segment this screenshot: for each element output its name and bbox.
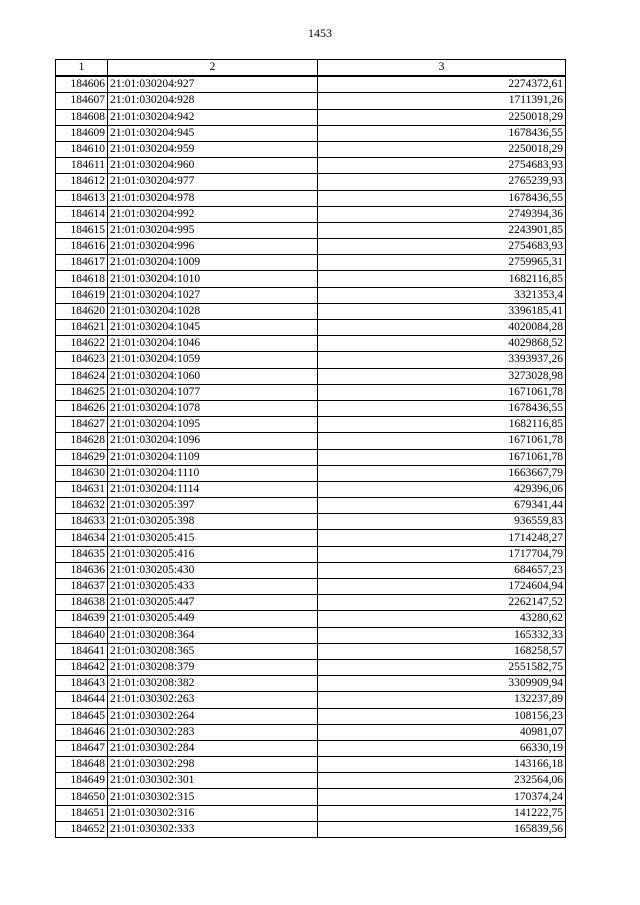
column-header-3: 3: [318, 60, 566, 77]
table-row: [56, 239, 566, 255]
value-cell: 1682116,85: [318, 417, 566, 433]
value-cell: 143166,18: [318, 757, 566, 773]
table-row: [56, 174, 566, 190]
cadastral-number-cell: 21:01:030204:1027: [108, 287, 318, 303]
row-number-cell: 184634: [56, 530, 108, 546]
cadastral-number-cell: 21:01:030302:284: [108, 740, 318, 756]
value-cell: 232564,06: [318, 773, 566, 789]
table-row: [56, 320, 566, 336]
table-row: [56, 449, 566, 465]
cadastral-number-cell: 21:01:030204:995: [108, 222, 318, 238]
table-row: [56, 271, 566, 287]
value-cell: 1678436,55: [318, 125, 566, 141]
row-number-cell: 184645: [56, 708, 108, 724]
cadastral-number-cell: 21:01:030204:1059: [108, 352, 318, 368]
table-row: [56, 757, 566, 773]
row-number-cell: 184619: [56, 287, 108, 303]
table-row: [56, 514, 566, 530]
cadastral-number-cell: 21:01:030302:264: [108, 708, 318, 724]
value-cell: 1714248,27: [318, 530, 566, 546]
table-row: [56, 76, 566, 93]
row-number-cell: 184633: [56, 514, 108, 530]
row-number-cell: 184641: [56, 643, 108, 659]
value-cell: 2754683,93: [318, 158, 566, 174]
cadastral-number-cell: 21:01:030205:447: [108, 595, 318, 611]
cadastral-number-cell: 21:01:030204:945: [108, 125, 318, 141]
row-number-cell: 184643: [56, 676, 108, 692]
cadastral-number-cell: 21:01:030302:263: [108, 692, 318, 708]
value-cell: 3309909,94: [318, 676, 566, 692]
cadastral-number-cell: 21:01:030302:316: [108, 805, 318, 821]
row-number-cell: 184608: [56, 109, 108, 125]
value-cell: 2754683,93: [318, 239, 566, 255]
row-number-cell: 184607: [56, 93, 108, 109]
table-row: [56, 821, 566, 837]
value-cell: 1671061,78: [318, 433, 566, 449]
row-number-cell: 184639: [56, 611, 108, 627]
cadastral-number-cell: 21:01:030204:1078: [108, 400, 318, 416]
table-row: [56, 708, 566, 724]
table-row: [56, 158, 566, 174]
cadastral-number-cell: 21:01:030205:397: [108, 498, 318, 514]
cadastral-number-cell: 21:01:030205:398: [108, 514, 318, 530]
table-row: [56, 530, 566, 546]
row-number-cell: 184636: [56, 562, 108, 578]
value-cell: 1671061,78: [318, 384, 566, 400]
row-number-cell: 184622: [56, 336, 108, 352]
cadastral-number-cell: 21:01:030204:1009: [108, 255, 318, 271]
table-row: [56, 562, 566, 578]
value-cell: 1717704,79: [318, 546, 566, 562]
cadastral-number-cell: 21:01:030204:927: [108, 76, 318, 93]
table-row: [56, 692, 566, 708]
row-number-cell: 184630: [56, 465, 108, 481]
row-number-cell: 184620: [56, 303, 108, 319]
value-cell: 40981,07: [318, 724, 566, 740]
cadastral-number-cell: 21:01:030302:333: [108, 821, 318, 837]
row-number-cell: 184609: [56, 125, 108, 141]
cadastral-number-cell: 21:01:030204:942: [108, 109, 318, 125]
row-number-cell: 184637: [56, 579, 108, 595]
table-row: [56, 336, 566, 352]
row-number-cell: 184618: [56, 271, 108, 287]
data-table: [55, 59, 566, 838]
value-cell: 170374,24: [318, 789, 566, 805]
row-number-cell: 184621: [56, 320, 108, 336]
table-row: [56, 789, 566, 805]
cadastral-number-cell: 21:01:030204:959: [108, 141, 318, 157]
cadastral-number-cell: 21:01:030302:301: [108, 773, 318, 789]
table-row: [56, 740, 566, 756]
value-cell: 3396185,41: [318, 303, 566, 319]
value-cell: 2765239,93: [318, 174, 566, 190]
value-cell: 2759965,31: [318, 255, 566, 271]
cadastral-number-cell: 21:01:030208:382: [108, 676, 318, 692]
row-number-cell: 184627: [56, 417, 108, 433]
table-row: [56, 368, 566, 384]
value-cell: 66330,19: [318, 740, 566, 756]
table-row: [56, 303, 566, 319]
value-cell: 1682116,85: [318, 271, 566, 287]
cadastral-number-cell: 21:01:030204:1096: [108, 433, 318, 449]
cadastral-number-cell: 21:01:030204:1109: [108, 449, 318, 465]
cadastral-number-cell: 21:01:030208:365: [108, 643, 318, 659]
cadastral-number-cell: 21:01:030204:977: [108, 174, 318, 190]
table-row: [56, 109, 566, 125]
value-cell: 2250018,29: [318, 141, 566, 157]
value-cell: 2749394,36: [318, 206, 566, 222]
cadastral-number-cell: 21:01:030204:1060: [108, 368, 318, 384]
cadastral-number-cell: 21:01:030204:1095: [108, 417, 318, 433]
value-cell: 2243901,85: [318, 222, 566, 238]
row-number-cell: 184616: [56, 239, 108, 255]
row-number-cell: 184606: [56, 76, 108, 93]
value-cell: 43280,62: [318, 611, 566, 627]
cadastral-number-cell: 21:01:030302:315: [108, 789, 318, 805]
table-row: [56, 611, 566, 627]
cadastral-number-cell: 21:01:030204:1046: [108, 336, 318, 352]
table-row: [56, 125, 566, 141]
table-row: [56, 384, 566, 400]
table-row: [56, 595, 566, 611]
table-row: [56, 190, 566, 206]
table-row: [56, 724, 566, 740]
row-number-cell: 184629: [56, 449, 108, 465]
cadastral-number-cell: 21:01:030204:996: [108, 239, 318, 255]
table-row: [56, 141, 566, 157]
table-header: [56, 60, 566, 77]
row-number-cell: 184612: [56, 174, 108, 190]
value-cell: 1678436,55: [318, 400, 566, 416]
cadastral-number-cell: 21:01:030204:1114: [108, 481, 318, 497]
table-row: [56, 498, 566, 514]
row-number-cell: 184628: [56, 433, 108, 449]
cadastral-number-cell: 21:01:030302:283: [108, 724, 318, 740]
value-cell: 1724604,94: [318, 579, 566, 595]
value-cell: 165332,33: [318, 627, 566, 643]
cadastral-number-cell: 21:01:030204:992: [108, 206, 318, 222]
value-cell: 165839,56: [318, 821, 566, 837]
cadastral-number-cell: 21:01:030208:364: [108, 627, 318, 643]
cadastral-number-cell: 21:01:030205:449: [108, 611, 318, 627]
value-cell: 3393937,26: [318, 352, 566, 368]
value-cell: 168258,57: [318, 643, 566, 659]
cadastral-number-cell: 21:01:030204:928: [108, 93, 318, 109]
cadastral-number-cell: 21:01:030208:379: [108, 659, 318, 675]
value-cell: 1663667,79: [318, 465, 566, 481]
value-cell: 429396,06: [318, 481, 566, 497]
row-number-cell: 184651: [56, 805, 108, 821]
value-cell: 4029868,52: [318, 336, 566, 352]
value-cell: 3321353,4: [318, 287, 566, 303]
row-number-cell: 184646: [56, 724, 108, 740]
row-number-cell: 184617: [56, 255, 108, 271]
cadastral-number-cell: 21:01:030204:1110: [108, 465, 318, 481]
row-number-cell: 184648: [56, 757, 108, 773]
row-number-cell: 184642: [56, 659, 108, 675]
value-cell: 2262147,52: [318, 595, 566, 611]
table-row: [56, 481, 566, 497]
value-cell: 684657,23: [318, 562, 566, 578]
value-cell: 2551582,75: [318, 659, 566, 675]
table-row: [56, 643, 566, 659]
cadastral-number-cell: 21:01:030302:298: [108, 757, 318, 773]
header-row: [56, 60, 566, 77]
value-cell: 132237,89: [318, 692, 566, 708]
value-cell: 141222,75: [318, 805, 566, 821]
row-number-cell: 184613: [56, 190, 108, 206]
table-row: [56, 465, 566, 481]
row-number-cell: 184649: [56, 773, 108, 789]
table-row: [56, 255, 566, 271]
row-number-cell: 184644: [56, 692, 108, 708]
table-row: [56, 417, 566, 433]
table-row: [56, 433, 566, 449]
cadastral-number-cell: 21:01:030204:1028: [108, 303, 318, 319]
value-cell: 679341,44: [318, 498, 566, 514]
table-row: [56, 659, 566, 675]
table-row: [56, 222, 566, 238]
value-cell: 936559,83: [318, 514, 566, 530]
table-row: [56, 579, 566, 595]
cadastral-number-cell: 21:01:030205:430: [108, 562, 318, 578]
value-cell: 2274372,61: [318, 76, 566, 93]
cadastral-number-cell: 21:01:030204:1077: [108, 384, 318, 400]
value-cell: 108156,23: [318, 708, 566, 724]
row-number-cell: 184640: [56, 627, 108, 643]
row-number-cell: 184638: [56, 595, 108, 611]
column-header-1: 1: [56, 60, 108, 77]
cadastral-number-cell: 21:01:030204:960: [108, 158, 318, 174]
page-number: 1453: [308, 26, 332, 40]
cadastral-number-cell: 21:01:030204:978: [108, 190, 318, 206]
value-cell: 3273028,98: [318, 368, 566, 384]
value-cell: 1671061,78: [318, 449, 566, 465]
value-cell: 1678436,55: [318, 190, 566, 206]
row-number-cell: 184635: [56, 546, 108, 562]
cadastral-number-cell: 21:01:030204:1045: [108, 320, 318, 336]
cadastral-number-cell: 21:01:030205:416: [108, 546, 318, 562]
row-number-cell: 184615: [56, 222, 108, 238]
row-number-cell: 184611: [56, 158, 108, 174]
row-number-cell: 184625: [56, 384, 108, 400]
table-row: [56, 93, 566, 109]
row-number-cell: 184647: [56, 740, 108, 756]
column-header-2: 2: [108, 60, 318, 77]
row-number-cell: 184614: [56, 206, 108, 222]
table-row: [56, 773, 566, 789]
row-number-cell: 184624: [56, 368, 108, 384]
table-row: [56, 805, 566, 821]
row-number-cell: 184632: [56, 498, 108, 514]
value-cell: 1711391,26: [318, 93, 566, 109]
row-number-cell: 184626: [56, 400, 108, 416]
table-row: [56, 400, 566, 416]
cadastral-number-cell: 21:01:030205:415: [108, 530, 318, 546]
value-cell: 4020084,28: [318, 320, 566, 336]
table-row: [56, 676, 566, 692]
table-body: [56, 76, 566, 837]
row-number-cell: 184650: [56, 789, 108, 805]
table-row: [56, 627, 566, 643]
table-row: [56, 287, 566, 303]
row-number-cell: 184631: [56, 481, 108, 497]
row-number-cell: 184623: [56, 352, 108, 368]
cadastral-number-cell: 21:01:030205:433: [108, 579, 318, 595]
cadastral-number-cell: 21:01:030204:1010: [108, 271, 318, 287]
value-cell: 2250018,29: [318, 109, 566, 125]
table-row: [56, 206, 566, 222]
table-row: [56, 546, 566, 562]
row-number-cell: 184652: [56, 821, 108, 837]
row-number-cell: 184610: [56, 141, 108, 157]
table-row: [56, 352, 566, 368]
